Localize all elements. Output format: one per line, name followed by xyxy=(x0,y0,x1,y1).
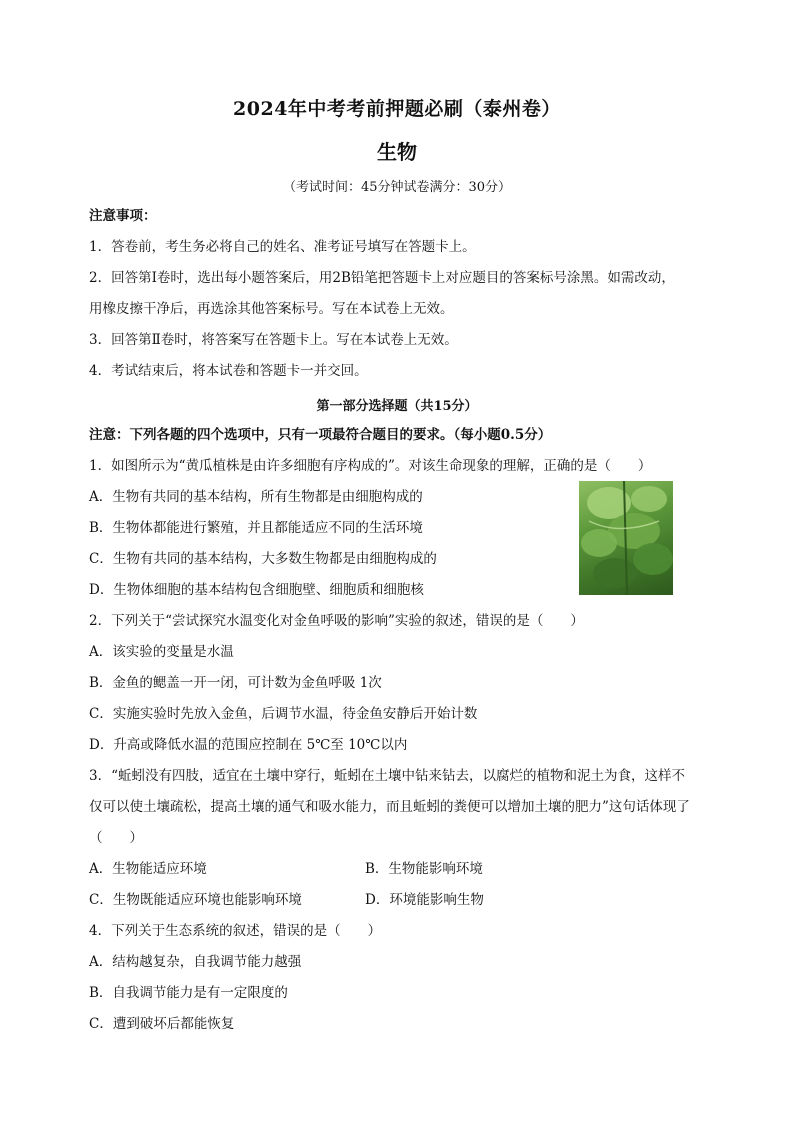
notes-heading: 注意事项： xyxy=(89,208,157,224)
section-instruction: 注意：下列各题的四个选项中，只有一项最符合题目的要求。（每小题0.5分） xyxy=(89,427,552,443)
question-option: A．生物能适应环境 xyxy=(89,861,207,877)
note-item: 4．考试结束后，将本试卷和答题卡一并交回。 xyxy=(89,363,368,379)
section-title: 第一部分选择题（共15分） xyxy=(316,399,478,414)
question-option: B．生物体都能进行繁殖，并且都能适应不同的生活环境 xyxy=(89,520,423,536)
note-item: 2．回答第Ⅰ卷时，选出每小题答案后，用2B铅笔把答题卡上对应题目的答案标号涂黑。如需改动， xyxy=(89,270,675,286)
question-stem: 2．下列关于“尝试探究水温变化对金鱼呼吸的影响”实验的叙述，错误的是（ ） xyxy=(89,613,584,629)
question-option: C．生物既能适应环境也能影响环境 xyxy=(89,892,302,908)
question-option: C．遭到破坏后都能恢复 xyxy=(89,1016,235,1032)
question-option: A．结构越复杂，自我调节能力越强 xyxy=(89,954,302,970)
exam-title: 2024年中考考前押题必刷（泰州卷） xyxy=(233,98,561,120)
question-stem: （ ） xyxy=(89,830,143,846)
question-option: A．该实验的变量是水温 xyxy=(89,644,234,660)
question-option: B．金鱼的鳃盖一开一闭，可计数为金鱼呼吸 1次 xyxy=(89,675,382,691)
exam-subject: 生物 xyxy=(377,140,417,164)
note-item: 1．答卷前，考生务必将自己的姓名、准考证号填写在答题卡上。 xyxy=(89,239,476,255)
question-option: C．实施实验时先放入金鱼，后调节水温，待金鱼安静后开始计数 xyxy=(89,706,478,722)
question-stem: 1．如图所示为“黄瓜植株是由许多细胞有序构成的”。对该生命现象的理解，正确的是（ ） xyxy=(89,458,652,474)
question-option: D．生物体细胞的基本结构包含细胞壁、细胞质和细胞核 xyxy=(89,582,424,598)
question-option: B．自我调节能力是有一定限度的 xyxy=(89,985,288,1001)
exam-meta: （考试时间：45分钟试卷满分：30分） xyxy=(282,180,512,195)
question-stem: 仅可以使土壤疏松，提高土壤的通气和吸水能力，而且蚯蚓的粪便可以增加土壤的肥力”这句话体现了 xyxy=(89,799,690,815)
question-option: A．生物有共同的基本结构，所有生物都是由细胞构成的 xyxy=(89,489,423,505)
question-option: D．升高或降低水温的范围应控制在 5℃至 10℃以内 xyxy=(89,737,408,753)
question-option: D．环境能影响生物 xyxy=(365,892,484,908)
leaf-icon xyxy=(579,481,673,595)
note-item: 用橡皮擦干净后，再选涂其他答案标号。写在本试卷上无效。 xyxy=(89,301,454,317)
cucumber-plant-photo xyxy=(579,481,673,595)
note-item: 3．回答第Ⅱ卷时，将答案写在答题卡上。写在本试卷上无效。 xyxy=(89,332,458,348)
question-stem: 4．下列关于生态系统的叙述，错误的是（ ） xyxy=(89,923,382,939)
question-option: C．生物有共同的基本结构，大多数生物都是由细胞构成的 xyxy=(89,551,437,567)
question-option: B．生物能影响环境 xyxy=(365,861,483,877)
question-stem: 3．“蚯蚓没有四肢，适宜在土壤中穿行，蚯蚓在土壤中钻来钻去，以腐烂的植物和泥土为食，这样不 xyxy=(89,768,685,784)
